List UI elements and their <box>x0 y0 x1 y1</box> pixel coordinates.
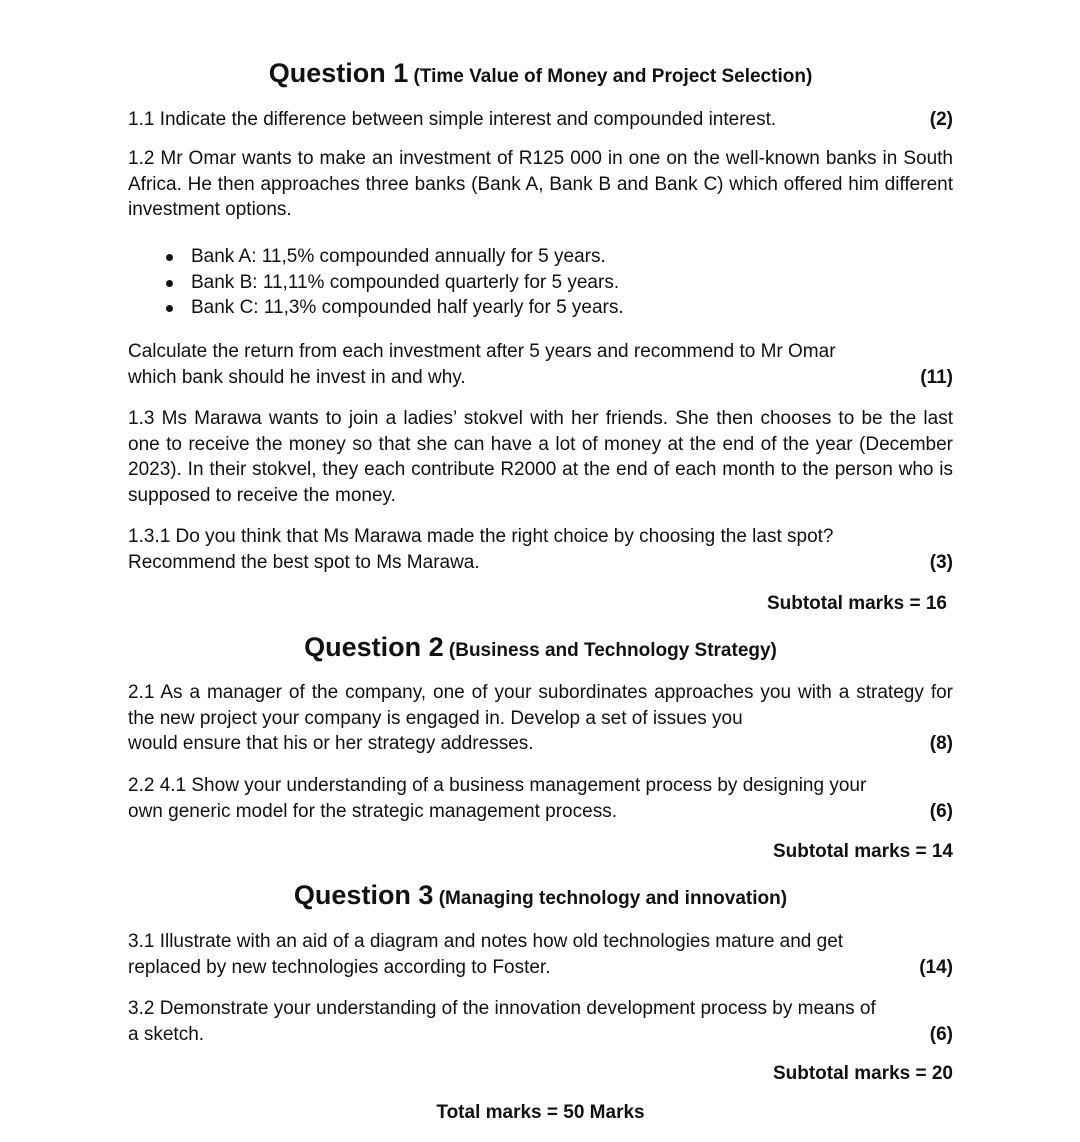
question-1-1-marks: (2) <box>929 109 953 130</box>
question-1-2: 1.2 Mr Omar wants to make an investment of R125 000 in one on the well-known banks in South Africa. He then approaches three banks (Bank A, Bank B and Bank C) which offered him different investment options. <box>128 148 953 220</box>
calculate-line-2-text: which bank should he invest in and why. <box>128 366 466 388</box>
question-1-title: Question 1 <box>268 58 409 88</box>
question-1-3-1-marks: (3) <box>929 551 953 573</box>
question-3-2 <box>128 996 953 1047</box>
question-2-subtotal: Subtotal marks = 14 <box>772 841 953 862</box>
question-3-1-line-2-text: replaced by new technologies according to Foster. <box>128 956 551 978</box>
question-2-1-line-last <box>128 731 953 757</box>
question-3-2-line-1: 3.2 Demonstrate your understanding of the innovation development process by means of <box>128 998 876 1019</box>
question-3-1-line-2 <box>128 955 953 981</box>
question-2-heading <box>128 632 953 663</box>
question-3-subtotal: Subtotal marks = 20 <box>772 1063 953 1084</box>
question-2-2 <box>128 773 953 824</box>
question-2-2-line-1: 2.2 4.1 Show your understanding of a business management process by designing your <box>128 775 867 796</box>
question-2-2-line-2-text: own generic model for the strategic management process. <box>128 800 617 822</box>
question-1-3-1-line-1: 1.3.1 Do you think that Ms Marawa made the right choice by choosing the last spot? <box>128 526 834 547</box>
calculate-line-2 <box>128 365 953 391</box>
question-2-subtitle: (Business and Technology Strategy) <box>448 640 777 661</box>
question-2-1-marks: (8) <box>929 733 953 754</box>
question-3-1 <box>128 929 953 980</box>
total-marks: Total marks = 50 Marks <box>436 1102 645 1123</box>
question-2-1 <box>128 680 953 757</box>
question-1-heading <box>128 58 953 89</box>
question-1-3-1-line-2 <box>128 550 953 576</box>
question-2-1-text: 2.1 As a manager of the company, one of your subordinates approaches you with a strategy for the new project your company is engaged in. Develop a set of issues you <box>128 682 953 729</box>
question-3-1-marks: (14) <box>919 956 953 978</box>
question-1-2-marks: (11) <box>920 366 953 388</box>
question-2-2-marks: (6) <box>929 800 953 822</box>
bank-options-list <box>128 244 953 321</box>
question-2-2-line-2 <box>128 799 953 825</box>
question-3-subtitle: (Managing technology and innovation) <box>438 888 788 909</box>
question-3-2-line-2-text: a sketch. <box>128 1023 205 1045</box>
question-1-1 <box>128 107 953 133</box>
question-3-2-line-2 <box>128 1022 953 1048</box>
question-3-title: Question 3 <box>293 880 434 910</box>
question-1-subtotal: Subtotal marks = 16 <box>766 593 947 614</box>
question-2-title: Question 2 <box>304 632 444 662</box>
question-1-3: 1.3 Ms Marawa wants to join a ladies’ stokvel with her friends. She then chooses to be the last one to receive the money so that she can have a lot of money at the end of the year (December 2023). In their stokvel, they each contribute R2000 at the end of each month to the person who is supposed to receive the money. <box>128 408 953 506</box>
question-1-subtitle: (Time Value of Money and Project Selection) <box>413 66 813 87</box>
bank-option-c: Bank C: 11,3% compounded half yearly for 5 years. <box>128 295 953 321</box>
question-2-1-line-last-text: would ensure that his or her strategy addresses. <box>128 733 534 754</box>
question-3-1-line-1: 3.1 Illustrate with an aid of a diagram and notes how old technologies mature and get <box>128 931 844 952</box>
bank-option-a: Bank A: 11,5% compounded annually for 5 years. <box>128 244 953 270</box>
bank-option-b: Bank B: 11,11% compounded quarterly for 5 years. <box>128 270 953 296</box>
question-1-1-text: 1.1 Indicate the difference between simple interest and compounded interest. <box>128 109 777 130</box>
question-1-3-1 <box>128 524 953 575</box>
question-3-2-marks: (6) <box>929 1023 953 1045</box>
question-1-2-calculate <box>128 339 953 390</box>
question-3-heading <box>128 880 953 911</box>
calculate-line-1: Calculate the return from each investment after 5 years and recommend to Mr Omar <box>128 341 836 362</box>
question-1-3-1-line-2-text: Recommend the best spot to Ms Marawa. <box>128 551 480 573</box>
